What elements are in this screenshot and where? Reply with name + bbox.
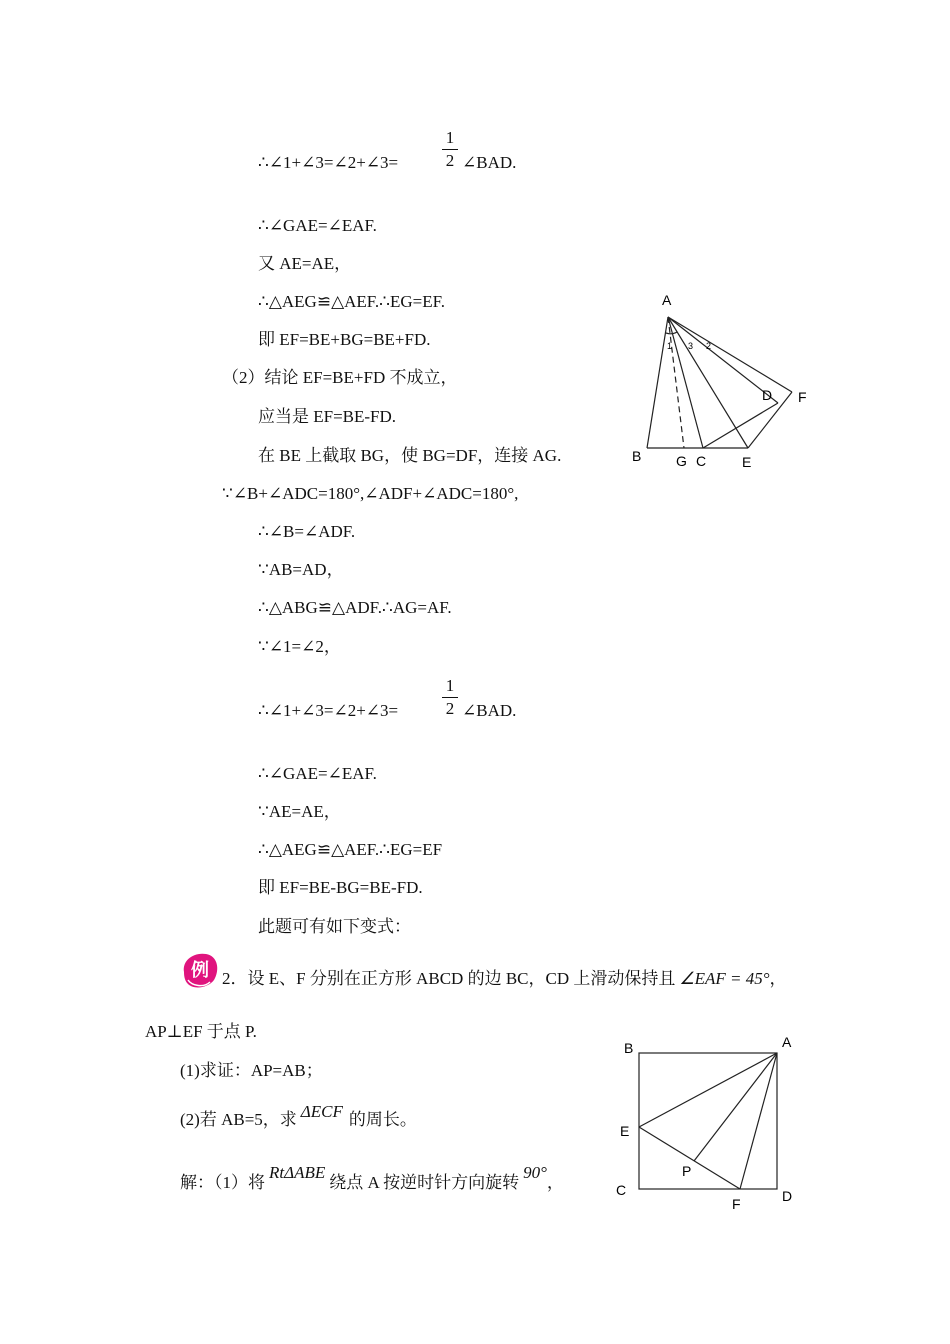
label-c: C [616, 1182, 627, 1198]
label-d: D [762, 387, 773, 403]
ninety-degree-math: 90° [523, 1163, 547, 1182]
proof-line-8: 在 BE 上截取 BG，使 BG=DF，连接 AG. [258, 446, 562, 465]
fraction-half-2 [442, 676, 458, 719]
proof-line-17: ∴△AEG≌△AEF.∴EG=EF [258, 840, 443, 859]
proof-line-5: 即 EF=BE+BG=BE+FD. [258, 330, 431, 349]
label-b: B [624, 1040, 634, 1056]
example-2-line-2: AP⊥EF 于点 P. [145, 1022, 257, 1041]
angle-label-3: 3 [688, 341, 694, 351]
label-e: E [620, 1123, 630, 1139]
angle-label-1: 1 [667, 341, 673, 351]
label-f: F [798, 389, 807, 405]
angle-label-2: 2 [706, 341, 712, 351]
proof-line-12: ∴△ABG≌△ADF.∴AG=AF. [258, 598, 452, 617]
proof-line-3: 又 AE=AE， [258, 254, 352, 273]
proof-line-19: 此题可有如下变式： [258, 917, 411, 936]
label-c: C [696, 453, 707, 469]
equation-text: ∴∠1+∠3=∠2+∠3= [258, 701, 399, 720]
solution-line [180, 1163, 564, 1194]
example-2-text: 2．设 E、F 分别在正方形 ABCD 的边 BC，CD 上滑动保持且 [222, 969, 676, 988]
label-a: A [782, 1034, 792, 1050]
angle-eaf-math: ∠EAF = 45° [679, 969, 770, 988]
equation-text: ∠BAD. [462, 153, 517, 172]
proof-line-1-end [462, 152, 516, 174]
fraction-bar [442, 149, 458, 150]
proof-line-9: ∵∠B+∠ADC=180°,∠ADF+∠ADC=180°, [222, 484, 519, 503]
proof-line-11: ∵AB=AD， [258, 560, 344, 579]
label-g: G [676, 453, 687, 469]
badge-label: 例 [191, 960, 209, 980]
solution-text: 解：（1）将 [180, 1173, 265, 1192]
fraction-denominator: 2 [445, 151, 455, 170]
rt-triangle-abe-math: RtΔABE [269, 1163, 326, 1182]
example-badge-icon [180, 950, 220, 990]
proof-line-13: ∵∠1=∠2， [258, 637, 341, 656]
example-2-comma: ， [769, 969, 787, 988]
proof-line-16: ∵AE=AE， [258, 802, 341, 821]
proof-line-2: ∴∠GAE=∠EAF. [258, 216, 377, 235]
proof-line-18: 即 EF=BE-BG=BE-FD. [258, 878, 423, 897]
figure-2-diagram [612, 1033, 812, 1213]
equation-text: ∴∠1+∠3=∠2+∠3= [258, 153, 399, 172]
fraction-numerator: 1 [445, 676, 455, 695]
proof-line-14 [258, 700, 398, 722]
question-1: (1)求证：AP=AB； [180, 1061, 323, 1080]
proof-line-15: ∴∠GAE=∠EAF. [258, 764, 377, 783]
solution-text-2: 绕点 A 按逆时针方向旋转 [329, 1173, 520, 1192]
proof-line-1 [258, 152, 398, 174]
fraction-numerator: 1 [445, 128, 455, 147]
triangle-ecf-math: ΔECF [300, 1102, 343, 1121]
solution-comma: ， [546, 1173, 564, 1192]
question-2-text: (2)若 AB=5，求 [180, 1110, 297, 1129]
proof-line-6: （2）结论 EF=BE+FD 不成立， [222, 368, 458, 387]
example-2-line [222, 968, 787, 990]
label-d: D [782, 1188, 793, 1204]
fraction-half-1 [442, 128, 458, 171]
proof-line-14-end [462, 700, 516, 722]
equation-text: ∠BAD. [462, 701, 517, 720]
label-e: E [742, 454, 752, 470]
fraction-bar [442, 697, 458, 698]
figure-1-diagram [620, 285, 820, 480]
proof-line-4: ∴△AEG≌△AEF.∴EG=EF. [258, 292, 445, 311]
question-2-end: 的周长。 [348, 1110, 417, 1129]
proof-line-10: ∴∠B=∠ADF. [258, 522, 356, 541]
label-f: F [732, 1196, 741, 1212]
question-2 [180, 1102, 417, 1131]
label-b: B [632, 448, 642, 464]
label-p: P [682, 1163, 692, 1179]
proof-line-7: 应当是 EF=BE-FD. [258, 407, 397, 426]
label-a: A [662, 292, 672, 308]
fraction-denominator: 2 [445, 699, 455, 718]
